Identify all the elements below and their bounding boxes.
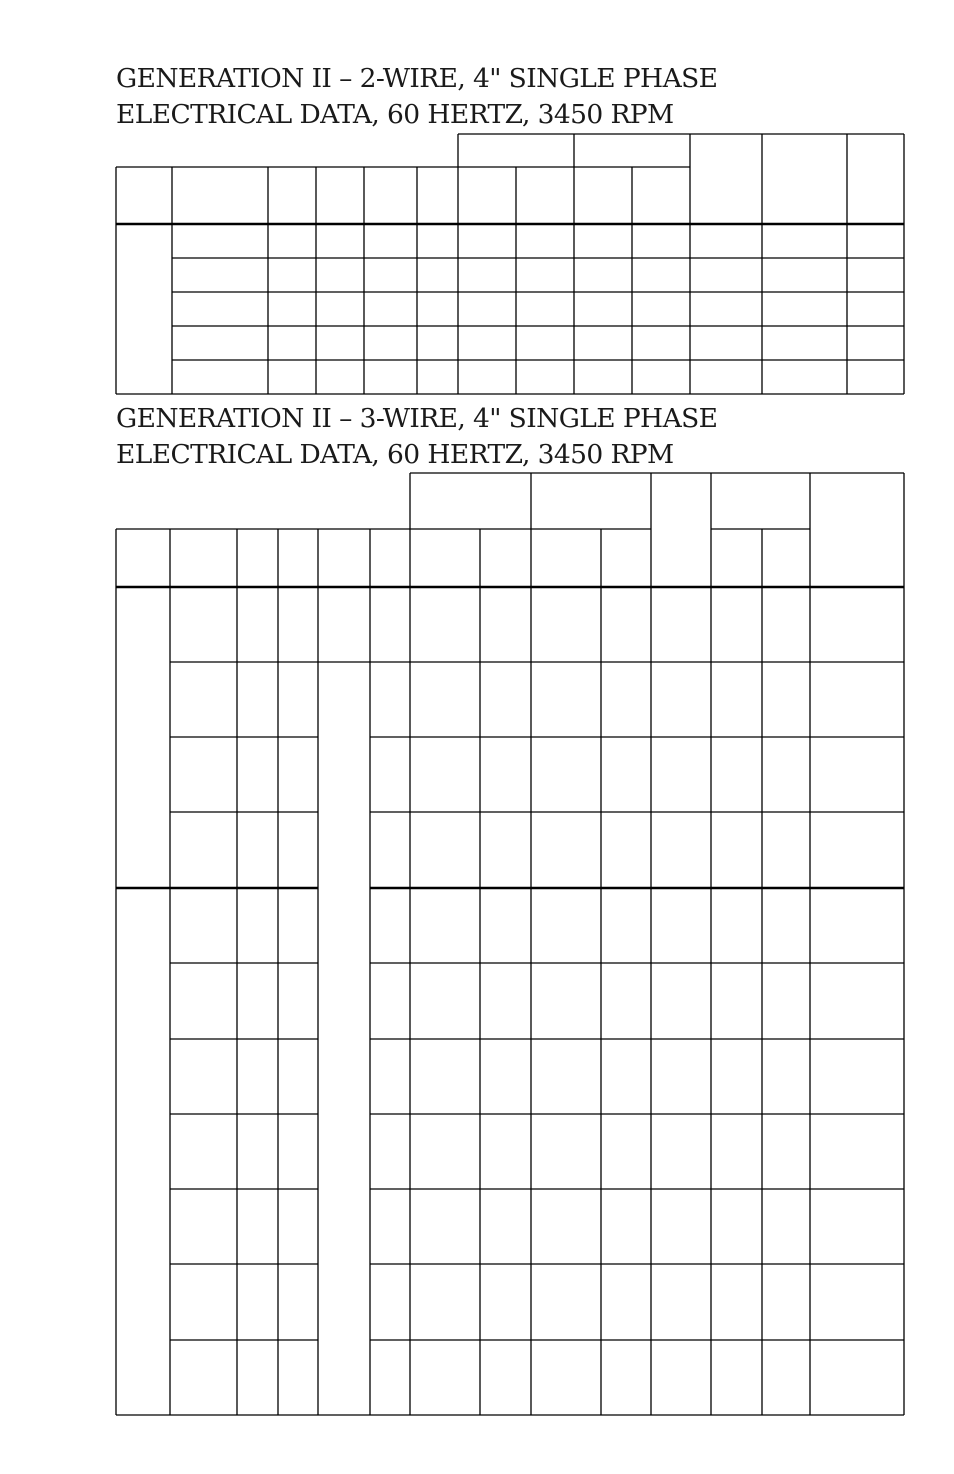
table-3wire-title-line-2: ELECTRICAL DATA, 60 HERTZ, 3450 RPM (116, 439, 674, 470)
table-2wire-title-line-1: GENERATION II – 2-WIRE, 4" SINGLE PHASE (116, 63, 718, 94)
table-3wire-title-line-1: GENERATION II – 3-WIRE, 4" SINGLE PHASE (116, 403, 718, 434)
table-2wire-title-line-2: ELECTRICAL DATA, 60 HERTZ, 3450 RPM (116, 99, 674, 130)
